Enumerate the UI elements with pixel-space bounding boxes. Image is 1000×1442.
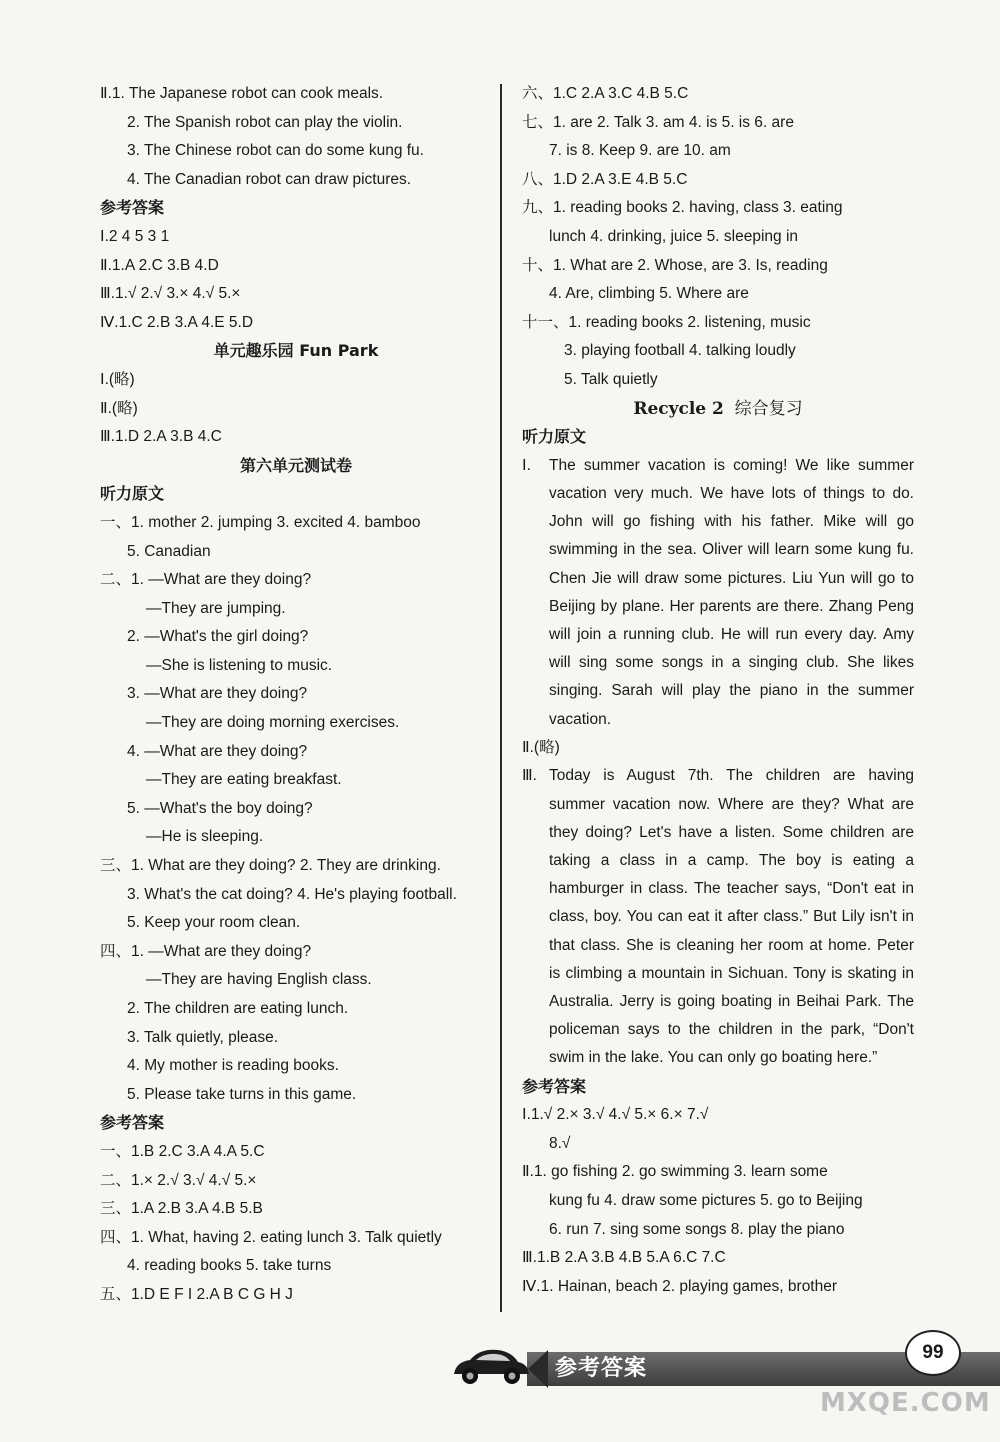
listening-heading: 听力原文 xyxy=(522,427,587,447)
answer-line: 8.√ xyxy=(549,1134,571,1152)
answer-line: —He is sleeping. xyxy=(146,828,264,846)
section-title: 第六单元测试卷 xyxy=(239,455,352,475)
answer-line: Ⅰ.2 4 5 3 1 xyxy=(100,227,170,245)
footer-label: 参考答案 xyxy=(555,1356,648,1381)
answer-line: 三、1.A 2.B 3.A 4.B 5.B xyxy=(100,1200,263,1218)
answer-line: 四、1. —What are they doing? xyxy=(100,942,312,960)
answer-line: 3. playing football 4. talking loudly xyxy=(564,342,796,360)
answer-line: —They are eating breakfast. xyxy=(146,771,342,789)
section-heading: 参考答案 xyxy=(100,1113,165,1133)
answer-line: 一、1. mother 2. jumping 3. excited 4. bamboo xyxy=(100,513,421,531)
column-divider xyxy=(500,84,502,1312)
passage-1-marker: Ⅰ. xyxy=(522,456,531,474)
listening-passage-1 xyxy=(522,452,914,734)
answer-line: 二、1. —What are they doing? xyxy=(100,571,312,589)
answer-line: kung fu 4. draw some pictures 5. go to Beijing xyxy=(549,1191,863,1209)
answer-line: Ⅱ.1. go fishing 2. go swimming 3. learn some xyxy=(522,1163,828,1181)
answer-line: Ⅱ.1. The Japanese robot can cook meals. xyxy=(100,85,384,102)
section-heading: 参考答案 xyxy=(100,198,165,218)
listening-passage-3 xyxy=(522,762,914,1072)
answer-line: 5. Talk quietly xyxy=(564,370,658,388)
answer-line: 六、1.C 2.A 3.C 4.B 5.C xyxy=(522,85,689,102)
answer-line: 4. The Canadian robot can draw pictures. xyxy=(127,170,412,188)
answer-line: Ⅳ.1.C 2.B 3.A 4.E 5.D xyxy=(100,313,254,331)
passage-1-text: The summer vacation is coming! We like summer vacation very much. We have lots of things to do. John will go fishing with his father. Mike will go swimming in the sea. Oliver will learn some kung fu. Chen Jie will draw some pictures. Liu Yun will go to Beijing by plane. Her parents are there. Zhang Peng will join a running club. He will run every day. Amy will sing some songs in a singing club. She likes singing. Sarah will play the piano in the summer vacation. xyxy=(549,456,914,728)
passage-3-marker: Ⅲ. xyxy=(522,767,537,785)
answer-line: 十一、1. reading books 2. listening, music xyxy=(522,313,811,331)
answer-line: —She is listening to music. xyxy=(146,656,333,674)
answer-line: 5. Keep your room clean. xyxy=(127,914,301,932)
right-column xyxy=(522,80,914,1301)
answer-line: 三、1. What are they doing? 2. They are drinking. xyxy=(100,857,441,875)
answer-line: 九、1. reading books 2. having, class 3. eating xyxy=(522,199,843,217)
answer-line: 3. The Chinese robot can do some kung fu. xyxy=(127,142,424,160)
answer-line: Ⅱ.1.A 2.C 3.B 4.D xyxy=(100,256,219,274)
answer-line: 5. —What's the boy doing? xyxy=(127,799,313,817)
answer-line: 4. Are, climbing 5. Where are xyxy=(549,285,749,303)
answer-line: 3. —What are they doing? xyxy=(127,685,308,703)
answer-line: 七、1. are 2. Talk 3. am 4. is 5. is 6. are xyxy=(522,113,794,131)
car-icon xyxy=(450,1344,532,1388)
answer-line: 四、1. What, having 2. eating lunch 3. Talk quietly xyxy=(100,1228,442,1246)
recycle-2-title-cn: 综合复习 xyxy=(734,398,803,419)
answer-line: Ⅲ.1.√ 2.√ 3.× 4.√ 5.× xyxy=(100,285,241,303)
answer-line: 5. Canadian xyxy=(127,542,211,560)
answer-line: Ⅳ.1. Hainan, beach 2. playing games, brother xyxy=(522,1277,838,1295)
answer-line: lunch 4. drinking, juice 5. sleeping in xyxy=(549,227,799,245)
recycle-2-title xyxy=(522,395,914,424)
answer-line: 3. Talk quietly, please. xyxy=(127,1028,279,1046)
answer-line: 十、1. What are 2. Whose, are 3. Is, reading xyxy=(522,256,828,274)
answer-line: 3. What's the cat doing? 4. He's playing football. xyxy=(127,885,457,903)
passage-3-text: Today is August 7th. The children are having summer vacation now. Where are they? What are they doing? Let's have a listen. Some children are taking a class in a camp. The boy is eating a hamburger in class. The teacher says, “Don't eat in class, boy. You can eat it after class.” But Lily isn't in that class. She is cleaning her room at home. Peter is climbing a mountain in Sichuan. Tony is skating in Australia. Jerry is going boating in Beihai Park. The policeman says to the children in the park, “Don't swim in the lake. You can only go boating here.” xyxy=(549,767,914,1067)
answer-line: —They are jumping. xyxy=(146,599,286,617)
watermark: MXQE.COM xyxy=(820,1388,991,1418)
answer-line: 6. run 7. sing some songs 8. play the piano xyxy=(549,1220,845,1238)
answer-line: Ⅰ.1.√ 2.× 3.√ 4.√ 5.× 6.× 7.√ xyxy=(522,1106,709,1124)
answer-line: Ⅲ.1.B 2.A 3.B 4.B 5.A 6.C 7.C xyxy=(522,1249,726,1267)
answer-line: 五、1.D E F I 2.A B C G H J xyxy=(100,1285,293,1303)
answer-line: 二、1.× 2.√ 3.√ 4.√ 5.× xyxy=(100,1171,257,1189)
answer-line: 2. The Spanish robot can play the violin. xyxy=(127,113,403,131)
answer-line: 一、1.B 2.C 3.A 4.A 5.C xyxy=(100,1142,265,1160)
answer-line: 4. My mother is reading books. xyxy=(127,1057,339,1075)
answer-line: 2. The children are eating lunch. xyxy=(127,1000,349,1017)
answer-line: —They are doing morning exercises. xyxy=(146,714,400,732)
listening-item-2: Ⅱ.(略) xyxy=(522,738,560,756)
section-title: 单元趣乐园 Fun Park xyxy=(213,341,379,361)
section-heading: 听力原文 xyxy=(100,484,165,504)
answer-line: —They are having English class. xyxy=(146,971,372,989)
section-heading: 参考答案 xyxy=(522,1076,587,1096)
answer-line: 2. —What's the girl doing? xyxy=(127,628,309,646)
recycle-2-title-en: Recycle 2 xyxy=(633,398,724,419)
answer-line: Ⅰ.(略) xyxy=(100,370,135,388)
answer-line: 7. is 8. Keep 9. are 10. am xyxy=(549,142,731,160)
answer-line: 4. —What are they doing? xyxy=(127,742,308,760)
answer-line: 5. Please take turns in this game. xyxy=(127,1085,357,1103)
answer-line: Ⅲ.1.D 2.A 3.B 4.C xyxy=(100,428,222,446)
answer-line: Ⅱ.(略) xyxy=(100,399,138,417)
answer-line: 4. reading books 5. take turns xyxy=(127,1257,332,1275)
answer-line: 八、1.D 2.A 3.E 4.B 5.C xyxy=(522,170,688,188)
page-number: 99 xyxy=(905,1330,961,1376)
left-column xyxy=(100,80,492,1310)
